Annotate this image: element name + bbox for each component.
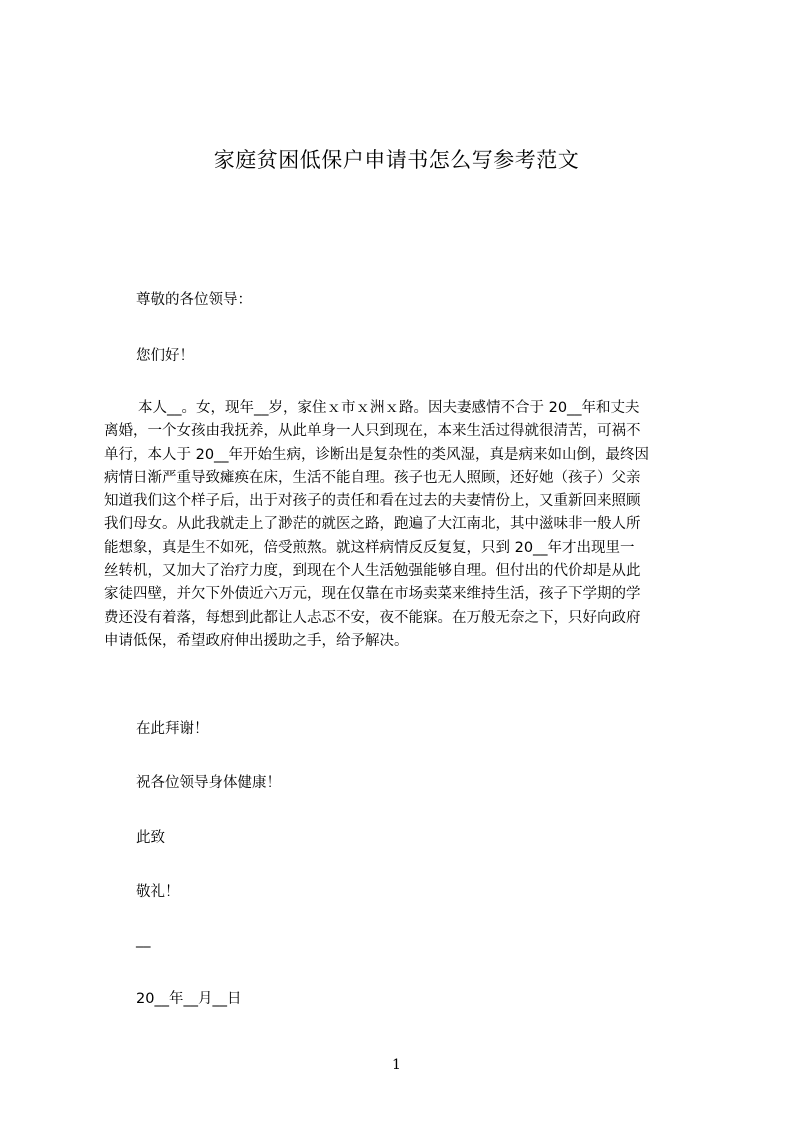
wishes-line: 祝各位领导身体健康！: [136, 775, 281, 791]
signature-line: __: [136, 932, 151, 948]
document-title: 家庭贫困低保户申请书怎么写参考范文: [213, 148, 580, 172]
thanks-line: 在此拜谢！: [136, 721, 209, 737]
body-line: 病情日渐严重导致瘫痪在床，生活不能自理。孩子也无人照顾，还好她（孩子）父亲: [104, 469, 641, 486]
body-line: 单行，本人于 20__年开始生病，诊断出是复杂性的类风湿，真是病来如山倒，最终因: [104, 446, 650, 463]
body-line: 本人__。女，现年__岁，家住ｘ市ｘ洲ｘ路。因夫妻感情不合于 20__年和丈夫: [138, 400, 640, 416]
body-line: 离婚，一个女孩由我抚养，从此单身一人只到现在，本来生活过得就很清苦，可祸不: [104, 423, 641, 440]
greeting: 您们好！: [136, 348, 194, 364]
body-line: 家徒四壁，并欠下外债近六万元，现在仅靠在市场卖菜来维持生活，孩子下学期的学: [104, 586, 641, 603]
body-paragraph: [104, 397, 700, 653]
body-line: 费还没有着落，每想到此都让人忐忑不安，夜不能寐。在万般无奈之下，只好向政府: [104, 609, 641, 626]
body-line: 我们母女。从此我就走上了渺茫的就医之路，跑遍了大江南北，其中滋味非一般人所: [104, 516, 641, 533]
closing-line-2: 敬礼！: [136, 884, 180, 900]
date-line: 20__年__月__日: [136, 991, 242, 1007]
body-line: 能想象，真是生不如死，倍受煎熬。就这样病情反反复复，只到 20__年才出现里一: [104, 539, 635, 556]
body-line: 丝转机，又加大了治疗力度，到现在个人生活勉强能够自理。但付出的代价却是从此: [104, 563, 641, 580]
closing-line-1: 此致: [136, 830, 165, 846]
salutation: 尊敬的各位领导：: [136, 292, 252, 308]
body-line: 知道我们这个样子后，出于对孩子的责任和看在过去的夫妻情份上，又重新回来照顾: [104, 493, 641, 510]
page-number: 1: [392, 1057, 401, 1073]
body-line: 申请低保，希望政府伸出援助之手，给予解决。: [104, 632, 409, 649]
